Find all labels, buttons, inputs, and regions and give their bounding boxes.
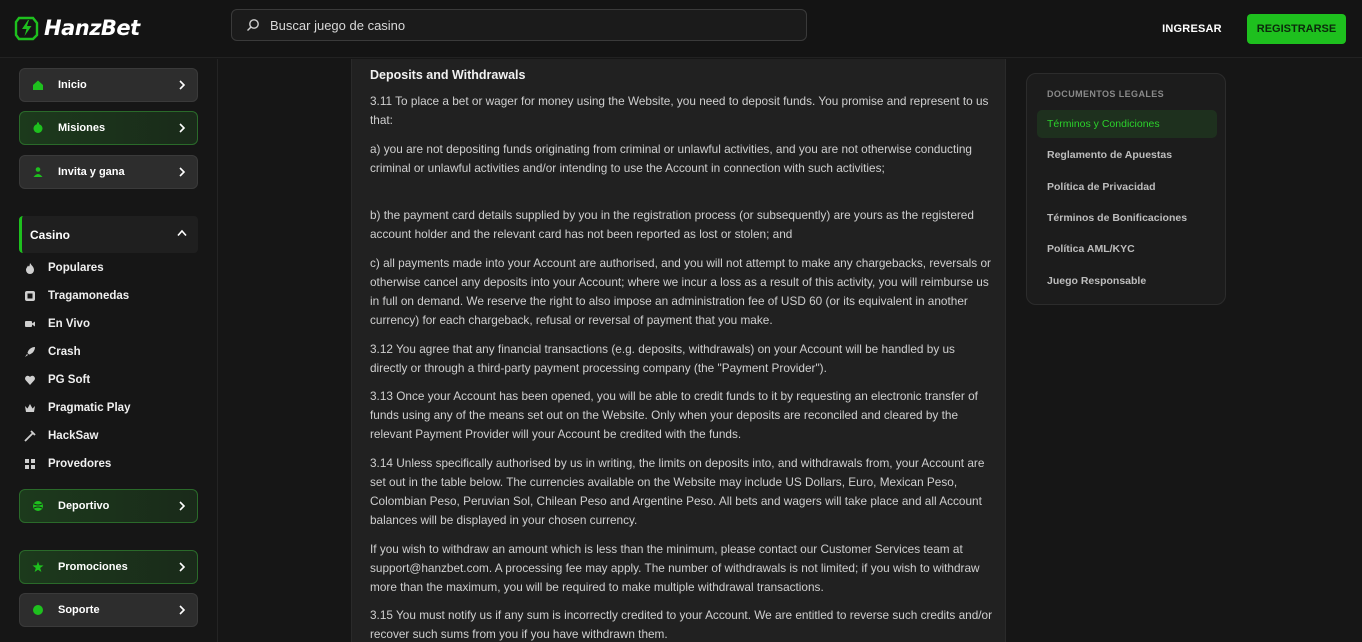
legal-link-bonificaciones[interactable]: Términos de Bonificaciones [1047, 212, 1188, 224]
chevron-right-icon [177, 604, 187, 616]
top-header [0, 0, 1362, 58]
fire-icon [24, 262, 36, 274]
sidebar-item-label: Misiones [58, 122, 106, 134]
sidebar-item-label: Soporte [58, 604, 100, 616]
search-input[interactable] [231, 9, 807, 41]
live-camera-icon [24, 318, 36, 330]
casino-section-toggle[interactable] [19, 216, 198, 253]
sidebar-item-en-vivo[interactable] [24, 315, 90, 333]
crown-icon [24, 402, 36, 414]
sidebar-item-label: PG Soft [48, 374, 91, 386]
sidebar-item-label: Populares [48, 262, 104, 274]
chevron-right-icon [177, 166, 187, 178]
chevron-right-icon [177, 500, 187, 512]
legal-link-terminos[interactable]: Términos y Condiciones [1037, 110, 1217, 138]
missions-icon [32, 122, 44, 134]
chevron-right-icon [177, 122, 187, 134]
sidebar-item-label: En Vivo [48, 318, 90, 330]
register-button[interactable]: REGISTRARSE [1247, 14, 1346, 44]
paragraph: c) all payments made into your Account are authorised, and you will not attempt to make any chargebacks, reversals or otherwise cancel any deposits into your Account; where we incur a loss as a result of this activity, you will reimburse us in full on demand. We reserve the right to also impose an administration fee of USD 60 (or its equivalent in another currency) for each chargeback, refusal or reversal of payment that you make. [370, 256, 991, 327]
sidebar-item-invita[interactable] [19, 155, 198, 189]
sidebar-item-label: Promociones [58, 561, 128, 573]
sidebar-item-label: Inicio [58, 79, 87, 91]
casino-section-label: Casino [30, 227, 71, 242]
sidebar-item-label: Provedores [48, 458, 112, 470]
sidebar-item-populares[interactable] [24, 259, 104, 277]
chevron-right-icon [177, 79, 187, 91]
saw-icon [24, 430, 36, 442]
rocket-icon [24, 346, 36, 358]
paragraph: 3.15 You must notify us if any sum is incorrectly credited to your Account. We are entitled to reverse such credits and/or recover such sums from you if you have withdrawn them. [370, 608, 993, 641]
sidebar-item-tragamonedas[interactable] [24, 287, 129, 305]
chevron-up-icon [176, 228, 188, 238]
sidebar-item-hacksaw[interactable] [24, 427, 99, 445]
sidebar-item-label: Crash [48, 346, 81, 358]
paragraph: 3.13 Once your Account has been opened, you will be able to credit funds to it by requesting an electronic transfer of funds using any of the means set out on the Website. Only when your deposits are reconciled and cleared by the relevant Payment Provider will your Account be credited with the funds. [370, 389, 978, 441]
sidebar-item-label: Deportivo [58, 500, 110, 512]
sidebar-item-label: Tragamonedas [48, 290, 130, 302]
brand-name: HanzBet [44, 16, 140, 40]
sidebar-item-deportivo[interactable] [19, 489, 198, 523]
sidebar-item-inicio[interactable] [19, 68, 198, 102]
sidebar-item-pg-soft[interactable] [24, 371, 90, 389]
sidebar-item-crash[interactable] [24, 343, 81, 361]
slots-icon [24, 290, 36, 302]
paragraph: 3.11 To place a bet or wager for money using the Website, you need to deposit funds. You promise and represent to us that: [370, 94, 989, 127]
paragraph: 3.14 Unless specifically authorised by us in writing, the limits on deposits into, and withdrawals from, your Account are set out in the table below. The currencies available on the Website may include US Dollars, Euro, Mexican Peso, Colombian Peso, Peruvian Sol, Chilean Peso and Argentine Peso. All bets and wagers will take place and all Account balances will be displayed in your chosen currency. [370, 456, 985, 527]
legal-link-reglamento[interactable]: Reglamento de Apuestas [1047, 149, 1173, 161]
brand-logo[interactable] [14, 15, 140, 41]
legal-link-juego-responsable[interactable]: Juego Responsable [1047, 275, 1147, 287]
sidebar-item-soporte[interactable] [19, 593, 198, 627]
section-title: Deposits and Withdrawals [370, 68, 526, 82]
sports-icon [32, 500, 44, 512]
search-placeholder: Buscar juego de casino [270, 17, 406, 33]
sidebar-item-label: HackSaw [48, 430, 99, 442]
terms-content [351, 59, 1006, 642]
lightning-logo-icon [14, 15, 40, 41]
legal-link-aml-kyc[interactable]: Política AML/KYC [1047, 243, 1135, 255]
legal-link-privacidad[interactable]: Política de Privacidad [1047, 181, 1156, 193]
invite-icon [32, 166, 44, 178]
sidebar-item-label: Invita y gana [58, 166, 125, 178]
search-icon [246, 18, 260, 32]
sidebar-item-promociones[interactable] [19, 550, 198, 584]
grid-icon [24, 458, 36, 470]
legal-documents-panel [1026, 73, 1226, 305]
sidebar-item-provedores[interactable] [24, 455, 111, 473]
paragraph: If you wish to withdraw an amount which is less than the minimum, please contact our Customer Services team at support@hanzbet.com. A processing fee may apply. The number of withdrawals is not limited; if you wish to withdraw more than the maximum, you will be required to make multiple withdrawal transactions. [370, 542, 980, 594]
sidebar [0, 59, 218, 642]
paragraph: 3.12 You agree that any financial transactions (e.g. deposits, withdrawals) on your Account will be handled by us directly or through a third-party payment processing company (the "Payment Provider"). [370, 342, 955, 375]
legal-panel-title: DOCUMENTOS LEGALES [1047, 89, 1165, 99]
login-button[interactable]: INGRESAR [1162, 23, 1222, 35]
sidebar-item-misiones[interactable] [19, 111, 198, 145]
home-icon [32, 79, 44, 91]
paragraph: b) the payment card details supplied by you in the registration process (or subsequently) are yours as the registered account holder and the relevant card has not been reported as lost or stolen; and [370, 208, 974, 241]
paragraph: a) you are not depositing funds originating from criminal or unlawful activities, and you are not otherwise conducting criminal or unlawful activities and/or intending to use the Account in connection with such activities; [370, 142, 972, 175]
sidebar-item-label: Pragmatic Play [48, 402, 131, 414]
chevron-right-icon [177, 561, 187, 573]
support-icon [32, 604, 44, 616]
promo-icon [32, 561, 44, 573]
sidebar-item-pragmatic[interactable] [24, 399, 130, 417]
heart-icon [24, 374, 36, 386]
